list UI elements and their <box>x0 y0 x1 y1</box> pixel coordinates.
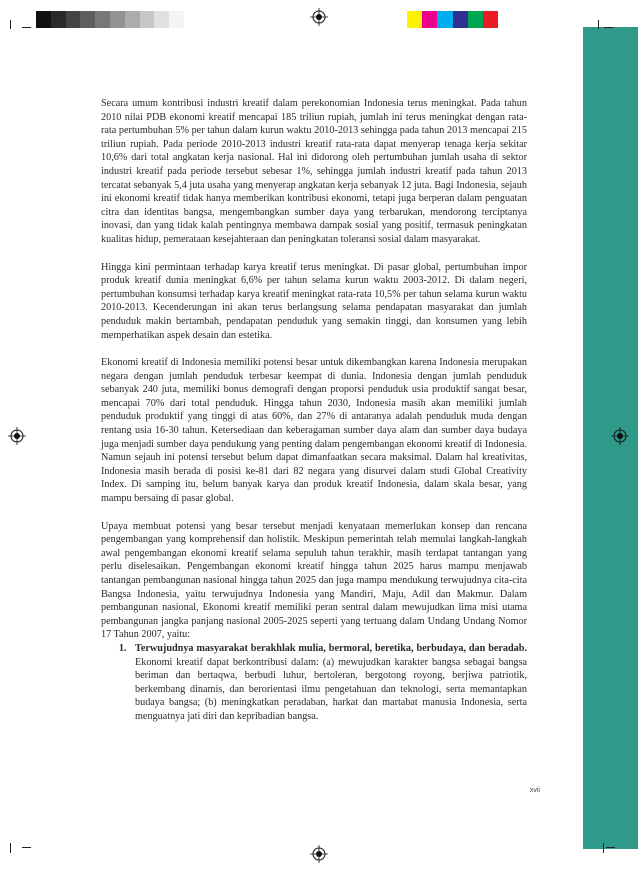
paragraph: Secara umum kontribusi industri kreatif dalam perekonomian Indonesia terus meningkat. Pada tahun 2010 nilai PDB ekonomi kreatif mencapai 185 triliun rupiah, jumlah ini terus meningkat dengan rata-rata pertumbuhan 5% per tahun dalam kurun waktu 2010-2013 sehingga pada tahun 2013 mencapai 215 triliun rupiah. Pada periode 2010-2013 industri kreatif rata-rata dapat menyerap tenaga kerja sekitar 10,6% dari total angkatan kerja nasional. Hal ini didorong oleh pertumbuhan jumlah usaha di sektor industri kreatif pada periode tersebut sebesar 1%, sehingga jumlah industri kreatif pada tahun 2013 tercatat sebanyak 5,4 juta usaha yang menyerap angkatan kerja sebanyak 12 juta. Bagi Indonesia, sejauh ini ekonomi kreatif tidak hanya memberikan kontribusi ekonomi, tetapi juga berperan dalam penguatan citra dan identitas bangsa, mengembangkan sumber daya yang terbarukan, mendorong terciptanya inovasi, dan yang tidak kalah pentingnya membawa dampak sosial yang positif, termasuk peningkatan kualitas hidup, pemerataan kesejahteraan dan peningkatan toleransi sosial dalam masyarakat. <box>101 98 527 245</box>
color-swatch <box>468 11 483 28</box>
registration-mark-icon <box>310 8 328 26</box>
color-swatch <box>437 11 452 28</box>
color-swatch <box>453 11 468 28</box>
color-swatch <box>407 11 422 28</box>
mission-list <box>101 642 527 724</box>
gray-swatch <box>169 11 184 28</box>
gray-swatch <box>95 11 110 28</box>
list-item-text: Ekonomi kreatif dapat berkontribusi dalam: (a) mewujudkan karakter bangsa sebagai bangsa beriman dan bertaqwa, berbudi luhur, bertoleran, bergotong royong, berjiwa patriotik, berkembang dinamis, dan berorientasi ilmu pengetahuan dan teknologi, serta memantapkan budaya bangsa; (b) meningkatkan peradaban, harkat dan martabat manusia Indonesia, serta menguatnya jati diri dan kepribadian bangsa. <box>135 656 527 722</box>
color-calibration-bar <box>407 11 559 28</box>
registration-mark-icon <box>310 845 328 863</box>
body-text <box>101 97 527 724</box>
registration-mark-icon <box>611 427 629 445</box>
crop-mark <box>22 27 31 28</box>
crop-mark <box>598 20 599 29</box>
gray-swatch <box>80 11 95 28</box>
crop-mark <box>604 27 613 28</box>
gray-swatch <box>51 11 66 28</box>
crop-mark <box>22 847 31 848</box>
grayscale-calibration-bar <box>36 11 184 28</box>
color-swatch <box>529 11 544 28</box>
paragraph: Ekonomi kreatif di Indonesia memiliki potensi besar untuk dikembangkan karena Indonesia merupakan negara dengan jumlah penduduk terbesar keempat di dunia. Indonesia dengan jumlah penduduk sebanyak 240 juta, memiliki bonus demografi dengan proporsi penduduk usia produktif sangat besar, mencapai 70% dari total penduduk. Hingga tahun 2030, Indonesia masih akan memiliki jumlah penduduk produktif yang tinggi di atas 60%, dan 27% di antaranya adalah penduduk muda dengan rentang usia 16-30 tahun. Ketersediaan dan keberagaman sumber daya alam dan sumber daya budaya juga menjadi sumber daya pendukung yang penting dalam pengembangan ekonomi kreatif di Indonesia. Namun sejauh ini potensi tersebut belum dapat dimanfaatkan secara maksimal. Dalam hal kreativitas, Indonesia masih berada di posisi ke-81 dari 82 negara yang disurvei dalam studi Global Creativity Index. Di samping itu, belum banyak karya dan produk kreatif Indonesia, dalam skala besar, yang mampu bersaing di pasar global. <box>101 357 527 505</box>
list-item <box>129 642 527 724</box>
gray-swatch <box>154 11 169 28</box>
crop-mark <box>10 843 11 853</box>
color-swatch <box>422 11 437 28</box>
gray-swatch <box>125 11 140 28</box>
gray-swatch <box>36 11 51 28</box>
color-swatch <box>544 11 559 28</box>
paragraph: Hingga kini permintaan terhadap karya kreatif terus meningkat. Di pasar global, pertumbuhan impor produk kreatif dunia meningkat 6,6% per tahun selama kurun waktu 2003-2012. Di dalam negeri, pertumbuhan konsumsi terhadap karya kreatif meningkat rata-rata 10,5% per tahun selama kurun waktu 2010-2013. Kecenderungan ini akan terus berlangsung selama pendapatan masyarakat dan jumlah penduduk makin bertambah, pendapatan penduduk yang semakin tinggi, dan konsumen yang lebih memperhatikan aspek desain dan estetika. <box>101 261 527 341</box>
crop-mark <box>10 20 11 29</box>
color-swatch <box>513 11 528 28</box>
crop-mark <box>603 843 604 853</box>
gray-swatch <box>110 11 125 28</box>
page-number: xvii <box>529 787 540 794</box>
list-item-heading: Terwujudnya masyarakat berakhlak mulia, bermoral, beretika, berbudaya, dan beradab. <box>135 642 527 654</box>
color-swatch <box>483 11 498 28</box>
paragraph: Upaya membuat potensi yang besar tersebut menjadi kenyataan memerlukan konsep dan rencana pengembangan yang komprehensif dan holistik. Meskipun pemerintah telah memulai langkah-langkah awal pengembangan ekonomi kreatif selama sepuluh tahun terakhir, masih terdapat tantangan yang perlu diselesaikan. Pengembangan ekonomi kreatif hingga tahun 2025 harus mampu menjawab tantangan pembangunan nasional hingga tahun 2025 dan juga mampu mendukung terwujudnya cita-cita Bangsa Indonesia, yaitu terwujudnya Indonesia yang Mandiri, Maju, Adil dan Makmur. Dalam pembangunan nasional, Ekonomi kreatif memiliki peran sentral dalam mewujudkan lima misi utama pembangunan jangka panjang nasional 2005-2025 seperti yang tertuang dalam Undang Undang Nomor 17 Tahun 2007, yaitu: <box>101 520 527 641</box>
crop-mark <box>606 847 615 848</box>
color-swatch <box>498 11 513 28</box>
gray-swatch <box>140 11 155 28</box>
gray-swatch <box>66 11 81 28</box>
registration-mark-icon <box>8 427 26 445</box>
